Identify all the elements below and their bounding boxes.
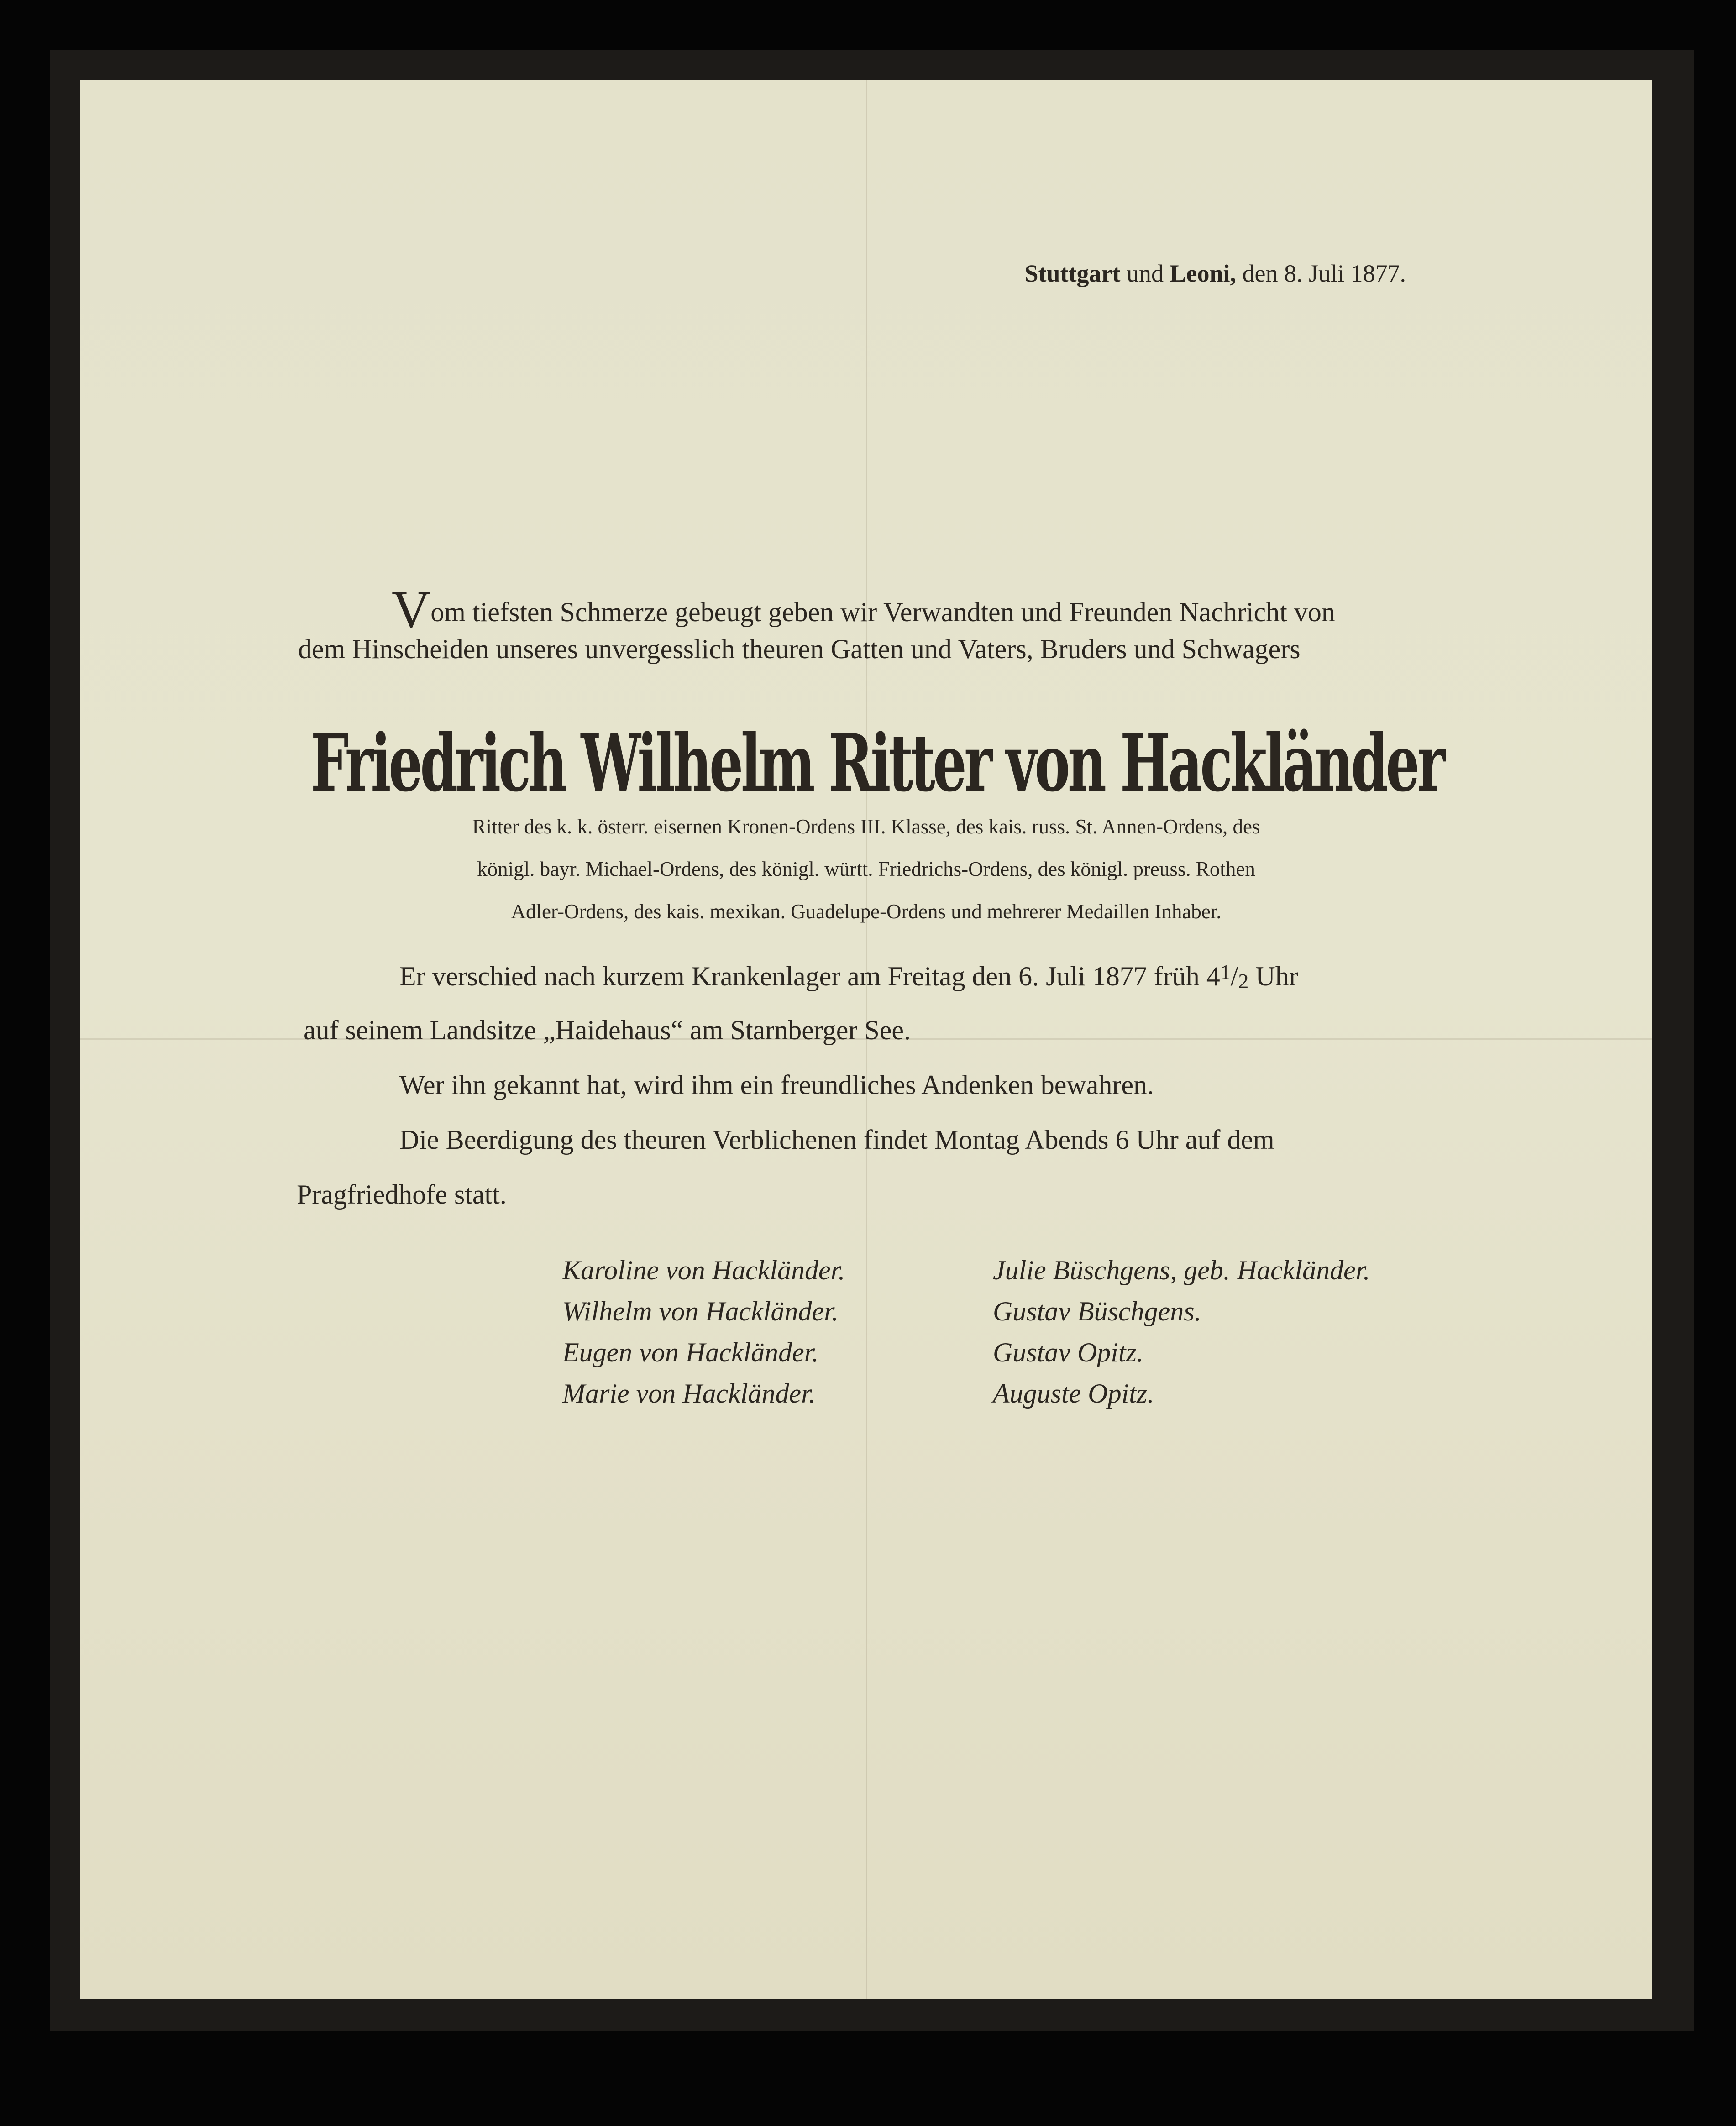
death-notice-text: Er verschied nach kurzem Krankenlager am Freitag den 6. Juli 1877 früh 4 bbox=[399, 961, 1220, 991]
announcement-line-2: dem Hinscheiden unseres unvergesslich theuren Gatten und Vaters, Bruders und Schwagers bbox=[298, 634, 1301, 664]
dateline-city-1: Stuttgart bbox=[1024, 260, 1121, 287]
death-notice-text-end: Uhr bbox=[1248, 961, 1298, 991]
signatory-right-4: Auguste Opitz. bbox=[993, 1378, 1154, 1409]
funeral-line-2: Pragfriedhofe statt. bbox=[297, 1179, 507, 1210]
deceased-name: Friedrich Wilhelm Ritter von Hackländer bbox=[310, 717, 1443, 809]
dateline-city-2: Leoni, bbox=[1170, 260, 1236, 287]
signatory-right-3: Gustav Opitz. bbox=[993, 1337, 1143, 1367]
signatory-left-4: Marie von Hackländer. bbox=[562, 1378, 816, 1409]
dateline-und: und bbox=[1126, 260, 1164, 287]
drop-initial: V bbox=[392, 580, 431, 639]
titles-line-3: Adler-Ordens, des kais. mexikan. Guadelupe-Ordens und mehrerer Medaillen Inhaber. bbox=[511, 900, 1222, 923]
deceased-titles bbox=[80, 806, 1652, 933]
funeral-line-1: Die Beerdigung des theuren Verblichenen findet Montag Abends 6 Uhr auf dem bbox=[399, 1125, 1274, 1155]
death-notice-line-2: auf seinem Landsitze „Haidehaus“ am Starnberger See. bbox=[304, 1015, 911, 1045]
signatory-left-1: Karoline von Hackländer. bbox=[562, 1255, 845, 1285]
dateline-date: den 8. Juli 1877. bbox=[1242, 260, 1406, 287]
fraction-denominator: 2 bbox=[1238, 969, 1249, 993]
fraction-separator: / bbox=[1230, 961, 1238, 991]
memory-line: Wer ihn gekannt hat, wird ihm ein freundliches Andenken bewahren. bbox=[399, 1070, 1154, 1100]
dateline bbox=[1025, 259, 1406, 288]
announcement-line-1-text: om tiefsten Schmerze gebeugt geben wir Verwandten und Freunden Nachricht von bbox=[430, 597, 1335, 627]
signatory-right-2: Gustav Büschgens. bbox=[993, 1296, 1201, 1326]
titles-line-1: Ritter des k. k. österr. eisernen Kronen-Ordens III. Klasse, des kais. russ. St. Annen-Ordens, des bbox=[472, 815, 1260, 838]
titles-line-2: königl. bayr. Michael-Ordens, des königl. württ. Friedrichs-Ordens, des königl. preuss. Rothen bbox=[477, 858, 1255, 880]
fraction-numerator: 1 bbox=[1220, 960, 1231, 984]
signatory-right-1: Julie Büschgens, geb. Hackländer. bbox=[993, 1255, 1370, 1285]
document-page bbox=[80, 80, 1652, 1999]
announcement-line-1 bbox=[392, 580, 1335, 639]
death-notice-line-1 bbox=[399, 962, 1298, 992]
signatory-left-3: Eugen von Hackländer. bbox=[562, 1337, 819, 1367]
signatory-left-2: Wilhelm von Hackländer. bbox=[562, 1296, 839, 1326]
